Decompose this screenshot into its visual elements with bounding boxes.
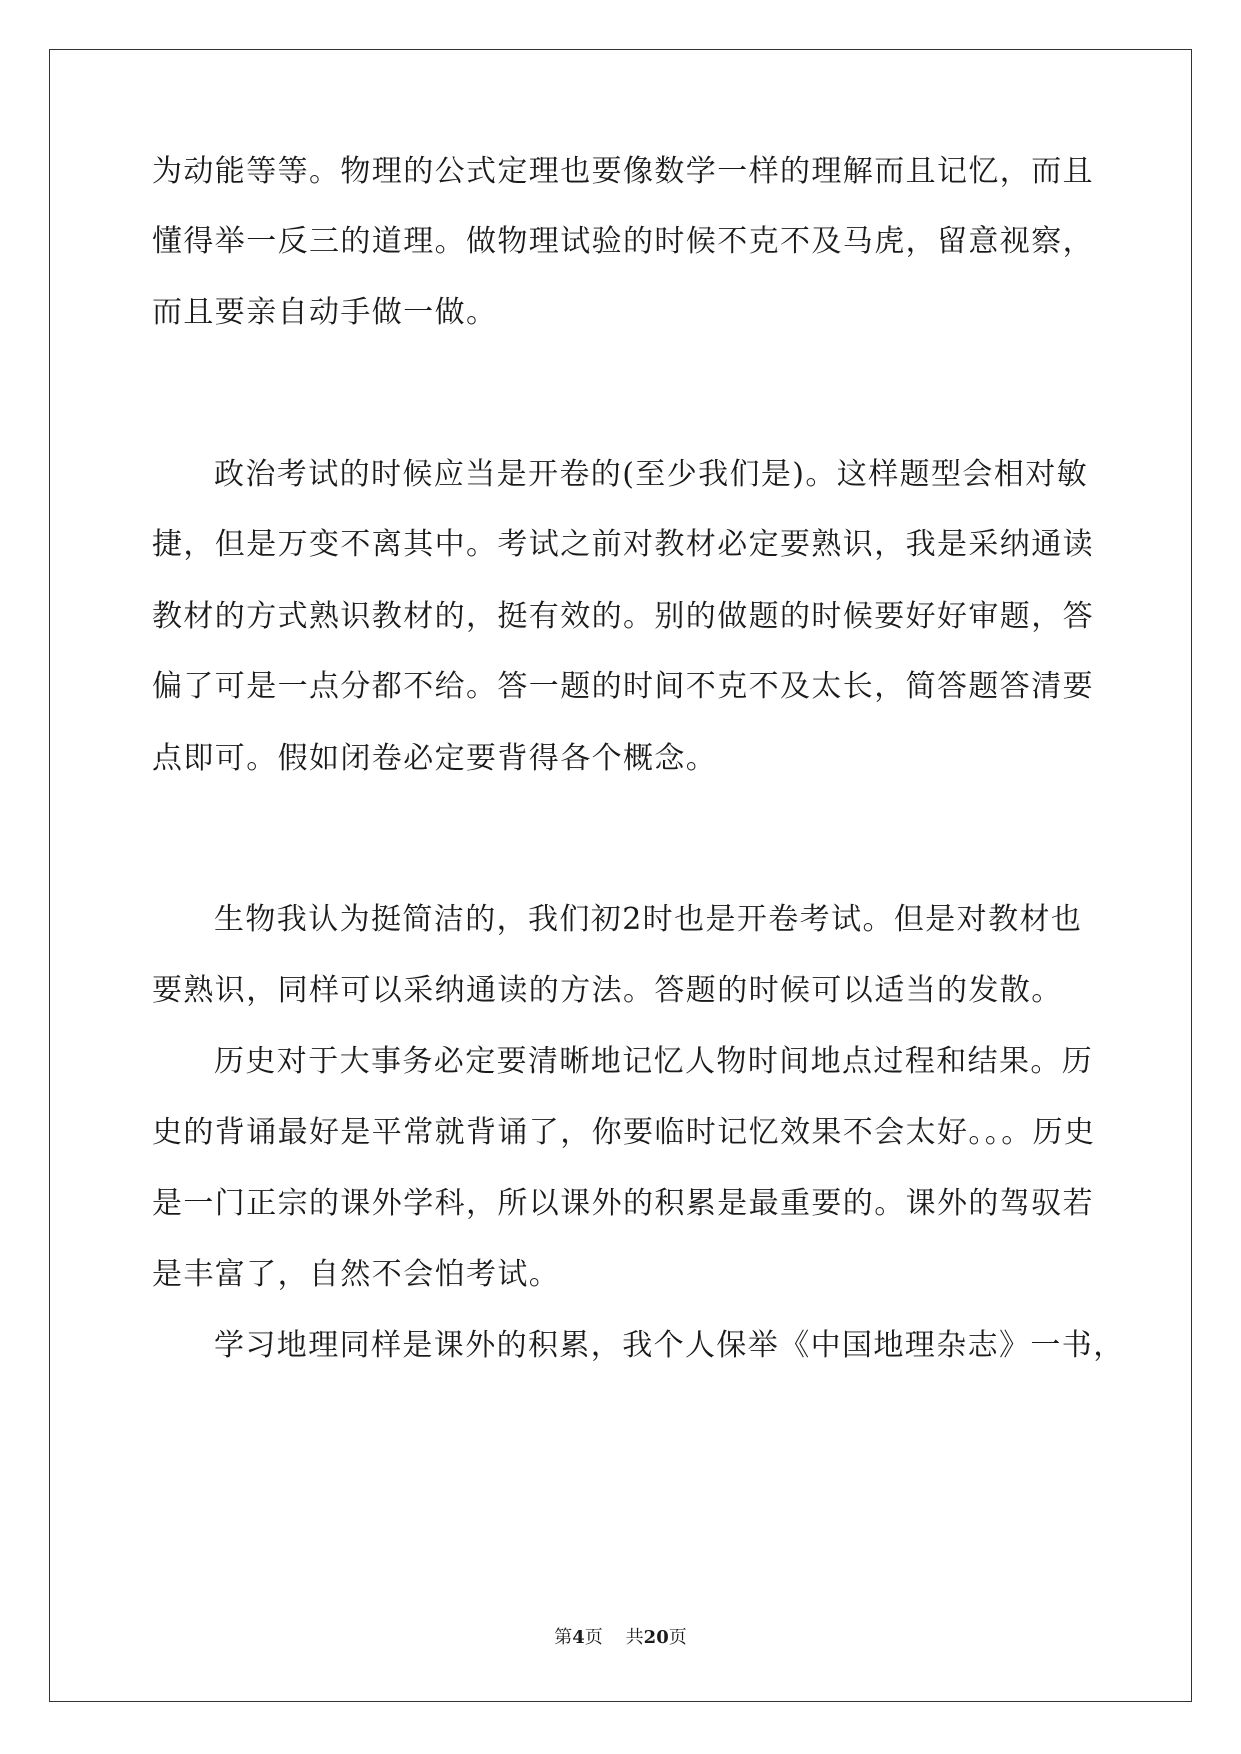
- footer-page-number: 4: [572, 1627, 585, 1648]
- text-line: 是一门正宗的课外学科，所以课外的积累是最重要的。课外的驾驭若: [152, 1186, 1094, 1221]
- text-line: 要熟识，同样可以采纳通读的方法。答题的时候可以适当的发散。: [152, 973, 1063, 1008]
- text-line: 学习地理同样是课外的积累，我个人保举《中国地理杂志》一书，: [214, 1328, 1125, 1363]
- text-line: 史的背诵最好是平常就背诵了，你要临时记忆效果不会太好。。。历史: [152, 1115, 1096, 1150]
- text-line: 点即可。假如闭卷必定要背得各个概念。: [152, 741, 718, 776]
- footer-suffix: 页: [668, 1627, 687, 1648]
- text-line: 捷，但是万变不离其中。考试之前对教材必定要熟识，我是采纳通读: [152, 527, 1094, 562]
- footer-total-pages: 20: [643, 1627, 669, 1648]
- text-line: 历史对于大事务必定要清晰地记忆人物时间地点过程和结果。历: [214, 1044, 1094, 1079]
- text-line: 是丰富了，自然不会怕考试。: [152, 1257, 561, 1292]
- text-line: 懂得举一反三的道理。做物理试验的时候不克不及马虎，留意视察，: [152, 224, 1094, 259]
- text-line: 生物我认为挺简洁的，我们初2时也是开卷考试。但是对教材也: [214, 902, 1083, 937]
- footer-middle: 页 共: [584, 1627, 644, 1648]
- text-line: 政治考试的时候应当是开卷的(至少我们是)。这样题型会相对敏: [214, 457, 1089, 492]
- page-footer: [0, 1626, 1241, 1650]
- footer-prefix: 第: [554, 1627, 573, 1648]
- text-line: 而且要亲自动手做一做。: [152, 295, 498, 330]
- text-line: 教材的方式熟识教材的，挺有效的。别的做题的时候要好好审题，答: [152, 599, 1094, 634]
- text-line: 偏了可是一点分都不给。答一题的时间不克不及太长，简答题答清要: [152, 669, 1094, 704]
- text-line: 为动能等等。物理的公式定理也要像数学一样的理解而且记忆，而且: [152, 154, 1094, 189]
